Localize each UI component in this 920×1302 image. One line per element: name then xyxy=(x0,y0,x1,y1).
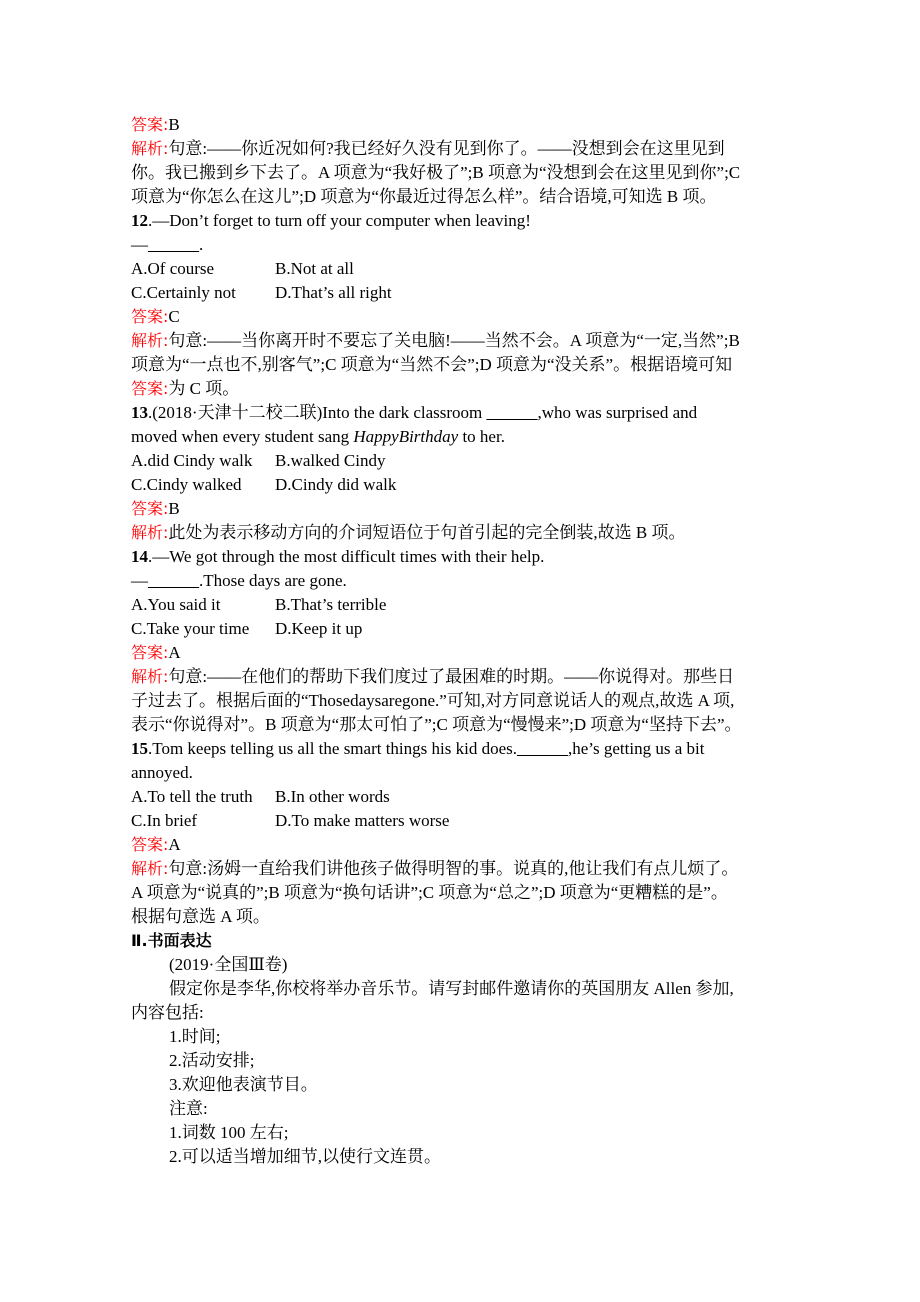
q15-options-row xyxy=(131,785,796,809)
q15-analysis-line: A 项意为“说真的”;B 项意为“换句话讲”;C 项意为“总之”;D 项意为“更糟糕的是”。 xyxy=(131,883,728,902)
q15-analysis-line: 解析:句意:汤姆一直给我们讲他孩子做得明智的事。说真的,他让我们有点儿烦了。 xyxy=(131,859,739,878)
question-number: 14 xyxy=(131,547,148,566)
note-item: 1.词数 100 左右; xyxy=(169,1123,289,1142)
option-d: D.Keep it up xyxy=(275,619,363,638)
writing-prompt-line: 假定你是李华,你校将举办音乐节。请写封邮件邀请你的英国朋友 Allen 参加, xyxy=(169,979,734,998)
q15-analysis-line: 根据句意选 A 项。 xyxy=(131,907,270,926)
option-d: D.Cindy did walk xyxy=(275,475,397,494)
answer-label: 答案 xyxy=(131,307,164,326)
writing-item: 3.欢迎他表演节目。 xyxy=(169,1075,318,1094)
option-b: B.That’s terrible xyxy=(275,595,387,614)
option-b: B.Not at all xyxy=(275,259,354,278)
song-title: HappyBirthday xyxy=(353,427,459,446)
question-number: 12 xyxy=(131,211,148,230)
q14-analysis-line: 表示“你说得对”。B 项意为“那太可怕了”;C 项意为“慢慢来”;D 项意为“坚持下去”。 xyxy=(131,715,742,734)
q11-analysis-line: 你。我已搬到乡下去了。A 项意为“我好极了”;B 项意为“没想到会在这里见到你”;C xyxy=(131,163,741,182)
q12-analysis-line: 项意为“一点也不,别客气”;C 项意为“当然不会”;D 项意为“没关系”。根据语境可知 xyxy=(131,355,733,374)
q12-options-row xyxy=(131,281,796,305)
answer-value: B xyxy=(168,499,180,518)
analysis-label: 解析 xyxy=(131,523,164,542)
option-c: C.Take your time xyxy=(131,619,250,638)
answer-value: A xyxy=(168,643,181,662)
analysis-label: 解析 xyxy=(131,859,164,878)
q11-analysis-line: 解析:句意:——你近况如何?我已经好久没有见到你了。——没想到会在这里见到 xyxy=(131,139,725,158)
question-number: 15 xyxy=(131,739,148,758)
answer-value: A xyxy=(168,835,181,854)
answer-blank: ______ xyxy=(486,403,538,422)
writing-source: (2019·全国Ⅲ卷) xyxy=(169,955,288,974)
option-a: A.You said it xyxy=(131,595,221,614)
writing-prompt-line: 内容包括: xyxy=(131,1003,204,1022)
q14-analysis-line: 子过去了。根据后面的“Thosedaysaregone.”可知,对方同意说话人的观点,故选 A 项, xyxy=(131,691,735,710)
q14-stem: 14.—We got through the most difficult times with their help. xyxy=(131,547,545,566)
q15-stem: 15.Tom keeps telling us all the smart things his kid does.______,he’s getting us a bit xyxy=(131,739,705,758)
option-b: B.walked Cindy xyxy=(275,451,386,470)
q12-analysis-line: 解析:句意:——当你离开时不要忘了关电脑!——当然不会。A 项意为“一定,当然”;B xyxy=(131,331,740,350)
analysis-label: 解析 xyxy=(131,667,164,686)
option-d: D.That’s all right xyxy=(275,283,392,302)
q15-answer: 答案:A xyxy=(131,835,181,854)
q11-analysis-line: 项意为“你怎么在这儿”;D 项意为“你最近过得怎么样”。结合语境,可知选 B 项。 xyxy=(131,187,717,206)
q13-stem-line2: moved when every student sang HappyBirthday to her. xyxy=(131,427,505,446)
answer-label: 答案 xyxy=(131,379,164,398)
q14-reply: —______.Those days are gone. xyxy=(131,571,347,590)
option-c: C.Certainly not xyxy=(131,283,236,302)
answer-label: 答案 xyxy=(131,643,164,662)
q12-stem: 12.—Don’t forget to turn off your computer when leaving! xyxy=(131,211,531,230)
q12-answer: 答案:C xyxy=(131,307,180,326)
option-c: C.Cindy walked xyxy=(131,475,242,494)
answer-value: B xyxy=(168,115,180,134)
q13-options-row xyxy=(131,473,796,497)
answer-blank: ______ xyxy=(517,739,568,758)
q13-analysis-line: 解析:此处为表示移动方向的介词短语位于句首引起的完全倒装,故选 B 项。 xyxy=(131,523,686,542)
answer-label: 答案 xyxy=(131,115,164,134)
writing-item: 2.活动安排; xyxy=(169,1051,255,1070)
option-b: B.In other words xyxy=(275,787,390,806)
q12-reply: —______. xyxy=(131,235,204,254)
q13-stem: 13.(2018·天津十二校二联)Into the dark classroom ______,who was surprised and xyxy=(131,403,698,422)
analysis-label: 解析 xyxy=(131,139,164,158)
note-title: 注意: xyxy=(169,1099,208,1118)
q14-options-row xyxy=(131,617,796,641)
q15-stem-line2: annoyed. xyxy=(131,763,193,782)
q12-analysis-extra: 答案:为 C 项。 xyxy=(131,379,240,398)
q13-options-row xyxy=(131,449,796,473)
option-a: A.did Cindy walk xyxy=(131,451,253,470)
writing-item: 1.时间; xyxy=(169,1027,221,1046)
option-c: C.In brief xyxy=(131,811,198,830)
q12-options-row xyxy=(131,257,796,281)
q14-analysis-line: 解析:句意:——在他们的帮助下我们度过了最困难的时期。——你说得对。那些日 xyxy=(131,667,735,686)
answer-label: 答案 xyxy=(131,835,164,854)
option-a: A.To tell the truth xyxy=(131,787,253,806)
note-item: 2.可以适当增加细节,以使行文连贯。 xyxy=(169,1147,441,1166)
q13-answer: 答案:B xyxy=(131,499,180,518)
question-number: 13 xyxy=(131,403,148,422)
q15-options-row xyxy=(131,809,796,833)
option-a: A.Of course xyxy=(131,259,215,278)
answer-blank: ______ xyxy=(148,571,199,590)
q14-answer: 答案:A xyxy=(131,643,181,662)
answer-blank: ______ xyxy=(148,235,199,254)
document-page xyxy=(131,113,796,1169)
q14-options-row xyxy=(131,593,796,617)
option-d: D.To make matters worse xyxy=(275,811,450,830)
section-title: Ⅱ.书面表达 xyxy=(131,931,212,950)
q11-answer: 答案:B xyxy=(131,115,180,134)
analysis-label: 解析 xyxy=(131,331,164,350)
answer-label: 答案 xyxy=(131,499,164,518)
answer-value: C xyxy=(168,307,180,326)
